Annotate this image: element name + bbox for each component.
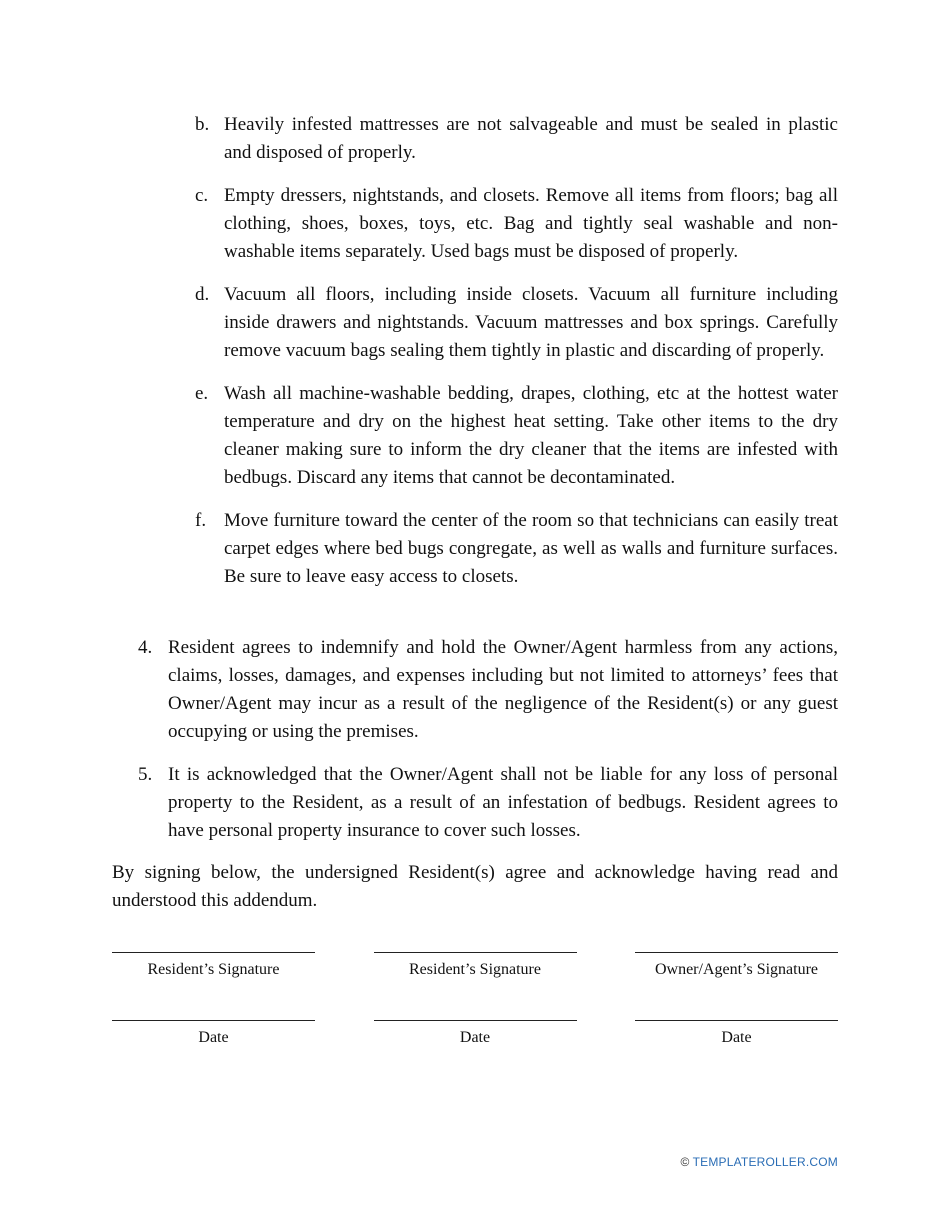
list-item-d xyxy=(195,281,838,365)
owner-agent-signature[interactable] xyxy=(635,952,838,980)
list-marker: b. xyxy=(195,114,210,135)
resident-signature-2[interactable] xyxy=(374,952,577,980)
list-item-e xyxy=(195,380,838,492)
clause-4 xyxy=(138,634,838,746)
date-line xyxy=(635,1020,838,1021)
date-label: Date xyxy=(721,1029,752,1046)
signature-line xyxy=(635,952,838,953)
list-marker: c. xyxy=(195,185,209,206)
list-item-f xyxy=(195,507,838,591)
list-item-text: Wash all machine-washable bedding, drapes, clothing, etc at the hottest water temperature and dry on the highest heat setting. Take other items to the dry cleaner making sure to inform the dry cleaner that the items are infested with bedbugs. Discard any items that cannot be decontaminated. xyxy=(224,383,838,488)
date-label: Date xyxy=(459,1029,491,1046)
sub-item-list xyxy=(195,111,838,606)
signature-label: Resident’s Signature xyxy=(409,961,541,978)
signature-line xyxy=(112,952,315,953)
footer-credit xyxy=(681,1155,838,1169)
closing-statement: By signing below, the undersigned Resident(s) agree and acknowledge having read and understood this addendum. xyxy=(112,862,838,911)
list-item-text: Heavily infested mattresses are not salvageable and must be sealed in plastic and disposed of properly. xyxy=(224,114,838,163)
date-row xyxy=(112,1020,838,1048)
copyright-icon: © xyxy=(680,1155,690,1169)
list-item-c xyxy=(195,182,838,266)
clause-number: 4. xyxy=(138,637,153,658)
signature-line xyxy=(374,952,577,953)
list-item-b xyxy=(195,111,838,167)
clause-list xyxy=(138,634,838,860)
resident-date-1[interactable] xyxy=(112,1020,315,1048)
clause-5 xyxy=(138,761,838,845)
list-item-text: Vacuum all floors, including inside closets. Vacuum all furniture including inside drawers and nightstands. Vacuum mattresses and box springs. Carefully remove vacuum bags sealing them tightly in plastic and discarding of properly. xyxy=(224,284,838,361)
signature-label: Resident’s Signature xyxy=(147,961,280,978)
resident-date-2[interactable] xyxy=(374,1020,577,1048)
list-item-text: Move furniture toward the center of the room so that technicians can easily treat carpet edges where bed bugs congregate, as well as walls and furniture surfaces. Be sure to leave easy access to closets. xyxy=(224,510,838,587)
brand-link[interactable]: TEMPLATEROLLER.COM xyxy=(692,1155,838,1169)
signature-label: Owner/Agent’s Signature xyxy=(654,961,819,978)
date-line xyxy=(374,1020,577,1021)
resident-signature-1[interactable] xyxy=(112,952,315,980)
clause-text: Resident agrees to indemnify and hold the Owner/Agent harmless from any actions, claims, losses, damages, and expenses including but not limited to attorneys’ fees that Owner/Agent may incur as a result of the negligence of the Resident(s) or any guest occupying or using the premises. xyxy=(168,637,838,742)
clause-number: 5. xyxy=(138,764,153,785)
list-marker: e. xyxy=(195,383,209,404)
list-marker: f. xyxy=(195,510,207,531)
owner-agent-date[interactable] xyxy=(635,1020,838,1048)
list-marker: d. xyxy=(195,284,210,305)
clause-text: It is acknowledged that the Owner/Agent shall not be liable for any loss of personal property to the Resident, as a result of an infestation of bedbugs. Resident agrees to have personal property insurance to cover such losses. xyxy=(168,764,838,841)
signature-row xyxy=(112,952,838,980)
date-line xyxy=(112,1020,315,1021)
date-label: Date xyxy=(198,1029,229,1046)
list-item-text: Empty dressers, nightstands, and closets. Remove all items from floors; bag all clothing, shoes, boxes, toys, etc. Bag and tightly seal washable and non-washable items separately. Used bags must be disposed of properly. xyxy=(224,185,838,262)
